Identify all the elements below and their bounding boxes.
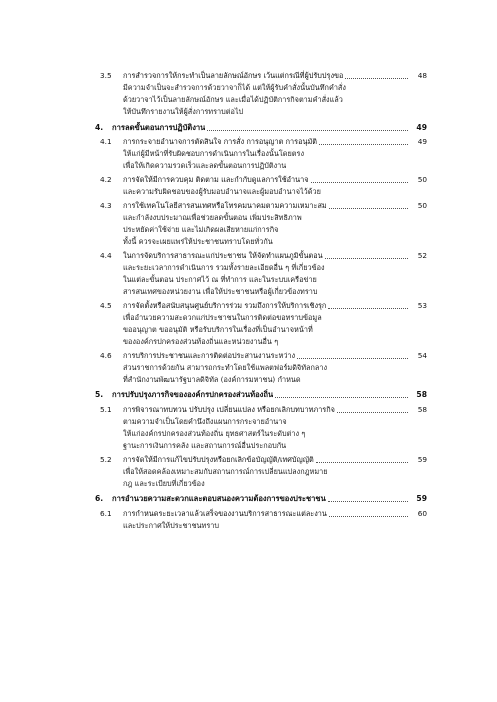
- toc-leader-dots: [207, 122, 408, 131]
- toc-leader-dots: [328, 493, 408, 502]
- toc-chapter-entry: [0, 493, 497, 505]
- toc-leader-dots: [319, 136, 408, 145]
- toc-section-entry: [0, 454, 497, 490]
- toc-leader-dots: [275, 389, 408, 398]
- toc-entry-title-line: ให้บันทึกรายงานให้ผู้สั่งการทราบต่อไป: [123, 107, 244, 116]
- toc-chapter-entry: [0, 122, 497, 134]
- toc-entry-title-line: การบริการประชาชนและการติดต่อประสานงานระหว่าง: [123, 350, 296, 360]
- toc-entry-number: 4.2: [100, 175, 112, 185]
- toc-page-number: 48: [417, 71, 427, 80]
- toc-entry-number: 4.1: [100, 137, 112, 147]
- toc-section-entry: [0, 174, 497, 198]
- toc-entry-title-line: เพื่อให้สอดคล้องเหมาะสมกับสถานการณ์การเปลี่ยนแปลงกฎหมาย: [123, 467, 328, 476]
- toc-entry-number: 5.1: [100, 405, 112, 414]
- toc-entry-title-line: ในการจัดบริการสาธารณะแก่ประชาชน ให้จัดทำแผนภูมิขั้นตอน: [123, 250, 323, 260]
- toc-leader-dots: [316, 454, 408, 463]
- toc-entry-title-line: เพื่อให้เกิดความรวดเร็วและลดขั้นตอนการปฏิบัติงาน: [123, 161, 287, 171]
- toc-entry-title-line: การปรับปรุงภารกิจขององค์กรปกครองส่วนท้องถิ่น: [112, 390, 274, 400]
- toc-entry-number: 4.: [95, 122, 104, 132]
- toc-entry-number: 6.1: [100, 509, 112, 519]
- toc-entry-title-line: การพิจารณาทบทวน ปรับปรุง เปลี่ยนแปลง หรือยกเลิกบทบาทภารกิจ: [123, 405, 335, 414]
- toc-section-entry: [0, 70, 497, 118]
- toc-page-number: 59: [417, 455, 427, 464]
- toc-page-number: 58: [416, 390, 427, 400]
- toc-entry-title-line: การอำนวยความสะดวกและตอบสนองความต้องการของประชาชน: [112, 494, 326, 504]
- toc-entry-title-line: มีความจำเป็นจะสำรวจการด้วยวาจาก็ได้ แต่ให้ผู้รับคำสั่งนั้นบันทึกคำสั่ง: [123, 83, 346, 92]
- toc-entry-title-line: การใช้เทคโนโลยีสารสนเทศหรือโทรคมนาคมตามความเหมาะสม: [123, 200, 327, 210]
- toc-section-entry: [0, 136, 497, 172]
- toc-page-number: 49: [417, 137, 427, 147]
- toc-entry-number: 3.5: [100, 71, 112, 80]
- toc-leader-dots: [337, 404, 408, 413]
- toc-entry-title-line: ส่วนราชการด้วยกัน สามารถกระทำโดยใช้แพลตฟอร์มดิจิทัลกลาง: [123, 362, 328, 372]
- toc-page-number: 58: [417, 405, 427, 414]
- toc-entry-number: 5.2: [100, 455, 112, 464]
- toc-page-number: 60: [417, 509, 427, 519]
- toc-page-number: 59: [416, 494, 427, 504]
- toc-section-entry: [0, 350, 497, 386]
- toc-leader-dots: [329, 508, 408, 517]
- toc-entry-number: 4.4: [100, 250, 112, 260]
- toc-section-entry: [0, 508, 497, 532]
- toc-entry-title-line: ให้แก่ผู้มีหน้าที่รับผิดชอบการดำเนินการในเรื่องนั้นโดยตรง: [123, 149, 305, 159]
- toc-entry-title-line: การจัดให้มีการแก้ไขปรับปรุงหรือยกเลิกข้อบัญญัติ/เทศบัญญัติ: [123, 455, 314, 464]
- toc-page-number: 49: [416, 122, 427, 132]
- toc-entry-number: 6.: [95, 494, 104, 504]
- toc-section-entry: [0, 250, 497, 298]
- toc-entry-number: 5.: [95, 390, 104, 400]
- toc-leader-dots: [297, 350, 408, 359]
- toc-leader-dots: [325, 250, 408, 259]
- toc-entry-title-line: การสำรวจการให้กระทำเป็นลายลักษณ์อักษร เว้นแต่กรณีที่ผู้ปรับปรุงขอ: [123, 71, 344, 80]
- toc-leader-dots: [345, 70, 408, 79]
- toc-page-number: 54: [417, 350, 427, 360]
- toc-leader-dots: [311, 174, 409, 183]
- toc-page-number: 52: [417, 250, 427, 260]
- toc-entry-title-line: และประกาศให้ประชาชนทราบ: [123, 521, 220, 531]
- toc-entry-title-line: เพื่ออำนวยความสะดวกแก่ประชาชนในการติดต่อขอทราบข้อมูล: [123, 312, 322, 322]
- toc-entry-title-line: ขององค์กรปกครองส่วนท้องถิ่นและหน่วยงานอื่น ๆ: [123, 336, 279, 346]
- toc-entry-title-line: และความรับผิดชอบของผู้รับมอบอำนาจและผู้มอบอำนาจไว้ด้วย: [123, 187, 321, 197]
- toc-entry-title-line: และกำลังงบประมาณเพื่อช่วยลดขั้นตอน เพิ่มประสิทธิภาพ: [123, 212, 302, 222]
- toc-entry-number: 4.3: [100, 200, 112, 210]
- toc-page-number: 50: [417, 175, 427, 185]
- toc-entry-title-line: สารสนเทศของหน่วยงาน เพื่อให้ประชาชนหรือผู้เกี่ยวข้องทราบ: [123, 286, 318, 296]
- toc-entry-number: 4.5: [100, 300, 112, 310]
- toc-page-number: 53: [417, 300, 427, 310]
- toc-entry-title-line: การกระจายอำนาจการตัดสินใจ การสั่ง การอนุญาต การอนุมัติ: [123, 137, 317, 147]
- toc-entry-title-line: ตามความจำเป็นโดยคำนึงถึงแผนการกระจายอำนาจ: [123, 417, 287, 426]
- toc-entry-title-line: กฎ และระเบียบที่เกี่ยวข้อง: [123, 479, 205, 488]
- toc-entry-title-line: ให้แก่องค์กรปกครองส่วนท้องถิ่น ยุทธศาสตร์ในระดับต่าง ๆ: [123, 429, 306, 438]
- toc-entry-title-line: และระยะเวลาการดำเนินการ รวมทั้งรายละเอียดอื่น ๆ ที่เกี่ยวข้อง: [123, 262, 325, 272]
- toc-entry-title-line: ขออนุญาต ขออนุมัติ หรือรับบริการในเรื่องที่เป็นอำนาจหน้าที่: [123, 324, 313, 334]
- toc-entry-title-line: ทั้งนี้ ควรจะเผยแพร่ให้ประชาชนทราบโดยทั่วกัน: [123, 236, 273, 246]
- toc-entry-title-line: การลดขั้นตอนการปฏิบัติงาน: [112, 122, 206, 132]
- toc-entry-title-line: ในแต่ละขั้นตอน ประกาศไว้ ณ ที่ทำการ และในระบบเครือข่าย: [123, 274, 317, 284]
- toc-leader-dots: [328, 300, 408, 309]
- toc-entry-title-line: การจัดให้มีการควบคุม ติดตาม และกำกับดูแลการใช้อำนาจ: [123, 175, 309, 185]
- toc-section-entry: [0, 404, 497, 452]
- toc-entry-title-line: ด้วยวาจาไว้เป็นลายลักษณ์อักษร และเมื่อได้ปฏิบัติการกิจตามคำสั่งแล้ว: [123, 95, 343, 104]
- toc-section-entry: [0, 200, 497, 248]
- toc-entry-title-line: ที่สำนักงานพัฒนารัฐบาลดิจิทัล (องค์การมหาชน) กำหนด: [123, 374, 301, 384]
- toc-entry-title-line: ประหยัดค่าใช้จ่าย และไม่เกิดผลเสียหายแก่การกิจ: [123, 224, 279, 234]
- toc-entry-title-line: การจัดตั้งหรือสนับสนุนศูนย์บริการร่วม รวมถึงการให้บริการเชิงรุก: [123, 300, 327, 310]
- toc-entry-number: 4.6: [100, 350, 112, 360]
- toc-entry-title-line: การกำหนดระยะเวลาแล้วเสร็จของงานบริการสาธารณะแต่ละงาน: [123, 509, 327, 519]
- toc-section-entry: [0, 300, 497, 348]
- toc-chapter-entry: [0, 389, 497, 401]
- toc-entry-title-line: ฐานะการเงินการคลัง และสถานการณ์อื่นประกอบกัน: [123, 441, 287, 450]
- toc-leader-dots: [329, 200, 408, 209]
- toc-page-number: 50: [417, 200, 427, 210]
